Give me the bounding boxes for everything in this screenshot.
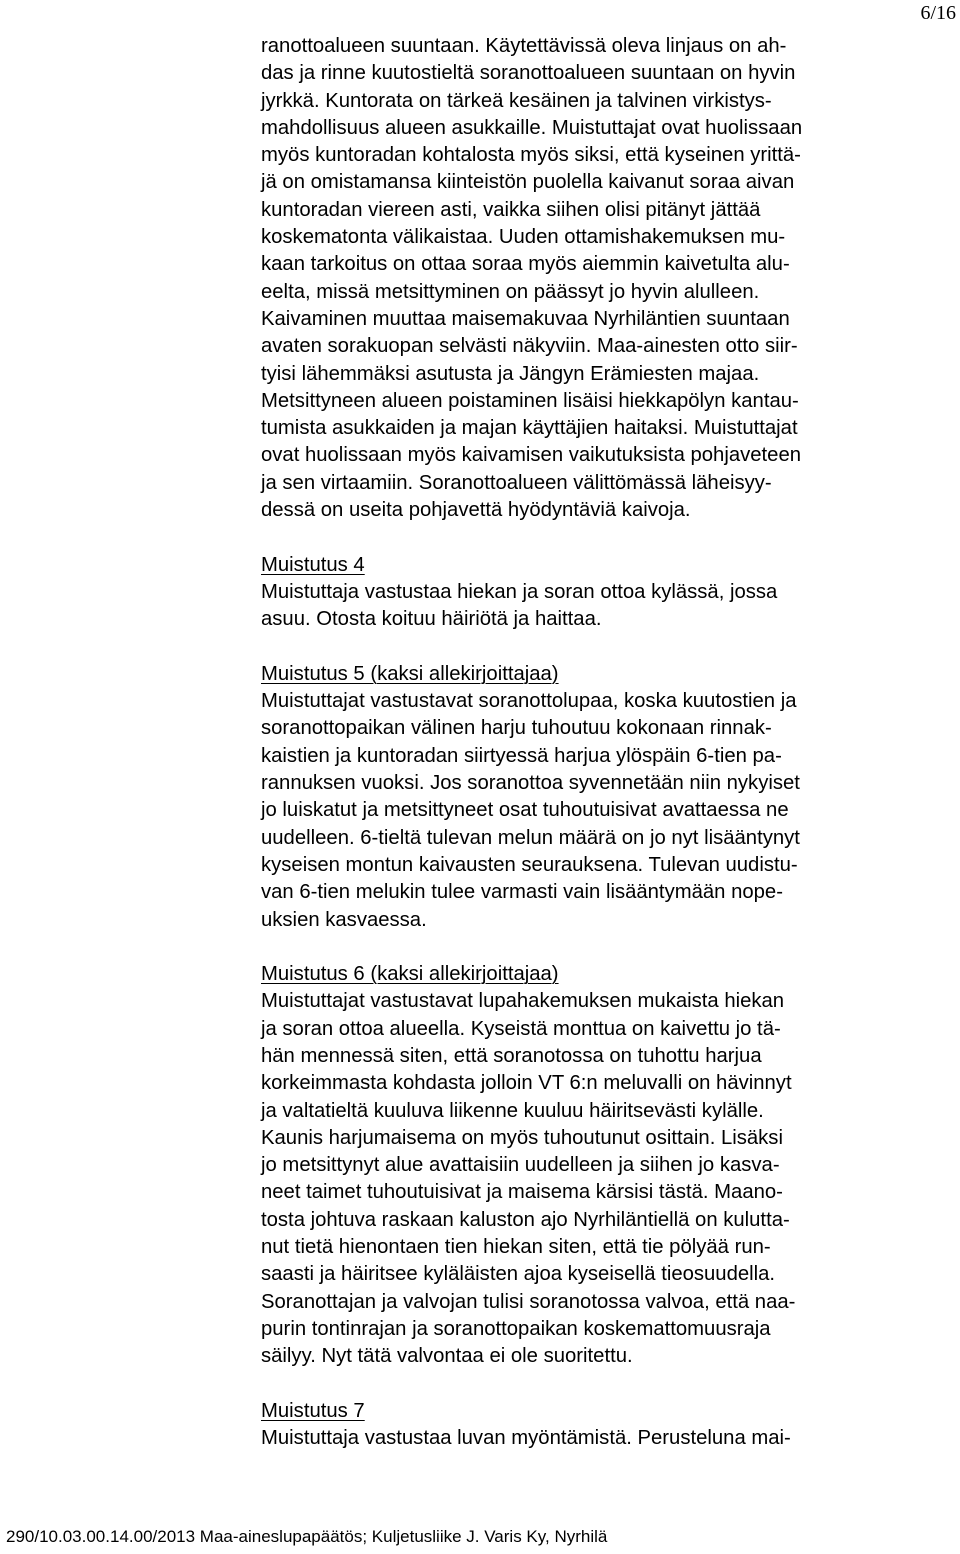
body-line: dessä on useita pohjavettä hyödyntäviä kaivoja. (261, 499, 691, 522)
body-line: ranottoalueen suuntaan. Käytettävissä oleva linjaus on ah- (261, 35, 787, 57)
body-line: tyisi lähemmäksi asutusta ja Jängyn Erämiesten majaa. (261, 362, 760, 385)
body-line: avaten sorakuopan selvästi näkyviin. Maa-ainesten otto siir- (261, 335, 798, 358)
body-line: ja soran ottoa alueella. Kyseistä monttua on kaivettu jo tä- (261, 1017, 781, 1040)
body-line: hän mennessä siten, että soranotossa on tuhottu harjua (261, 1044, 762, 1067)
body-line: myös kuntoradan kohtalosta myös siksi, että kyseinen yrittä- (261, 144, 801, 167)
body-line: ja sen virtaamiin. Soranottoalueen välittömässä läheisyy- (261, 471, 772, 494)
section-heading-muistutus-4: Muistutus 4 (261, 553, 365, 576)
body-line: van 6-tien melukin tulee varmasti vain lisääntymään nope- (261, 881, 783, 904)
body-line: jä on omistamansa kiinteistön puolella kaivanut soraa aivan (261, 171, 795, 194)
body-line: Muistuttaja vastustaa luvan myöntämistä. Perusteluna mai- (261, 1427, 791, 1450)
body-line: korkeimmasta kohdasta jolloin VT 6:n meluvalli on hävinnyt (261, 1072, 792, 1095)
body-line: rannuksen vuoksi. Jos soranottoa syvennetään niin nykyiset (261, 772, 800, 795)
paragraph-gap (261, 1371, 901, 1398)
body-line: Kaunis harjumaisema on myös tuhoutunut osittain. Lisäksi (261, 1126, 783, 1149)
body-line: Muistuttaja vastustaa hiekan ja soran ottoa kylässä, jossa (261, 580, 778, 603)
body-line: tumista asukkaiden ja majan käyttäjien haitaksi. Muistuttajat (261, 417, 798, 440)
body-line: kaan tarkoitus on ottaa soraa myös aiemmin kaivetulta alu- (261, 253, 790, 276)
page-footer: 290/10.03.00.14.00/2013 Maa-aineslupapäätös; Kuljetusliike J. Varis Ky, Nyrhilä (6, 1527, 608, 1546)
body-line: koskematonta välikaistaa. Uuden ottamishakemuksen mu- (261, 226, 786, 249)
body-line: Muistuttajat vastustavat soranottolupaa, koska kuutostien ja (261, 690, 797, 713)
body-line: jyrkkä. Kuntorata on tärkeä kesäinen ja talvinen virkistys- (261, 89, 772, 112)
body-line: ovat huolissaan myös kaivamisen vaikutuksista pohjaveteen (261, 444, 801, 467)
body-line: uudelleen. 6-tieltä tulevan melun määrä on jo nyt lisääntynyt (261, 826, 800, 849)
body-line: ja valtatieltä kuuluva liikenne kuuluu häiritsevästi kylälle. (261, 1099, 764, 1122)
body-line: säilyy. Nyt tätä valvontaa ei ole suoritettu. (261, 1345, 633, 1368)
body-line: purin tontinrajan ja soranottopaikan koskemattomuusraja (261, 1317, 771, 1340)
body-line: nut tietä hienontaen tien hiekan siten, että tie pölyää run- (261, 1236, 771, 1259)
paragraph-gap (261, 934, 901, 961)
body-line: kaistien ja kuntoradan siirtyessä harjua ylöspäin 6-tien pa- (261, 744, 782, 767)
body-line: asuu. Otosta koituu häiriötä ja haittaa. (261, 608, 602, 631)
document-body (261, 33, 901, 1452)
page-number: 6/16 (920, 2, 956, 24)
section-heading-muistutus-7: Muistutus 7 (261, 1399, 365, 1422)
body-line: neet taimet tuhoutuisivat ja maisema kärsisi tästä. Maano- (261, 1181, 783, 1204)
section-heading-muistutus-5: Muistutus 5 (kaksi allekirjoittajaa) (261, 662, 559, 685)
body-line: Metsittyneen alueen poistaminen lisäisi hiekkapölyn kantau- (261, 389, 799, 412)
body-line: Kaivaminen muuttaa maisemakuvaa Nyrhiläntien suuntaan (261, 307, 790, 330)
body-line: eelta, missä metsittyminen on päässyt jo hyvin alulleen. (261, 280, 760, 303)
body-line: Muistuttajat vastustavat lupahakemuksen mukaista hiekan (261, 990, 785, 1013)
body-line: Soranottajan ja valvojan tulisi soranotossa valvoa, että naa- (261, 1290, 796, 1313)
body-line: soranottopaikan välinen harju tuhoutuu kokonaan rinnak- (261, 717, 772, 740)
body-line: das ja rinne kuutostieltä soranottoalueen suuntaan on hyvin (261, 62, 796, 85)
body-line: jo metsittynyt alue avattaisiin uudelleen ja siihen jo kasva- (261, 1154, 780, 1177)
body-line: jo luiskatut ja metsittyneet osat tuhoutuisivat avattaessa ne (261, 799, 789, 822)
paragraph-gap (261, 524, 901, 551)
body-line: kyseisen montun kaivausten seurauksena. Tulevan uudistu- (261, 853, 798, 876)
body-line: saasti ja häiritsee kyläläisten ajoa kyseisellä tieosuudella. (261, 1263, 776, 1286)
section-heading-muistutus-6: Muistutus 6 (kaksi allekirjoittajaa) (261, 963, 559, 986)
paragraph-gap (261, 634, 901, 661)
body-line: uksien kasvaessa. (261, 908, 427, 931)
body-line: mahdollisuus alueen asukkaille. Muistuttajat ovat huolissaan (261, 116, 803, 139)
body-line: tosta johtuva raskaan kaluston ajo Nyrhiläntiellä on kulutta- (261, 1208, 790, 1231)
body-line: kuntoradan viereen asti, vaikka siihen olisi pitänyt jättää (261, 198, 761, 221)
